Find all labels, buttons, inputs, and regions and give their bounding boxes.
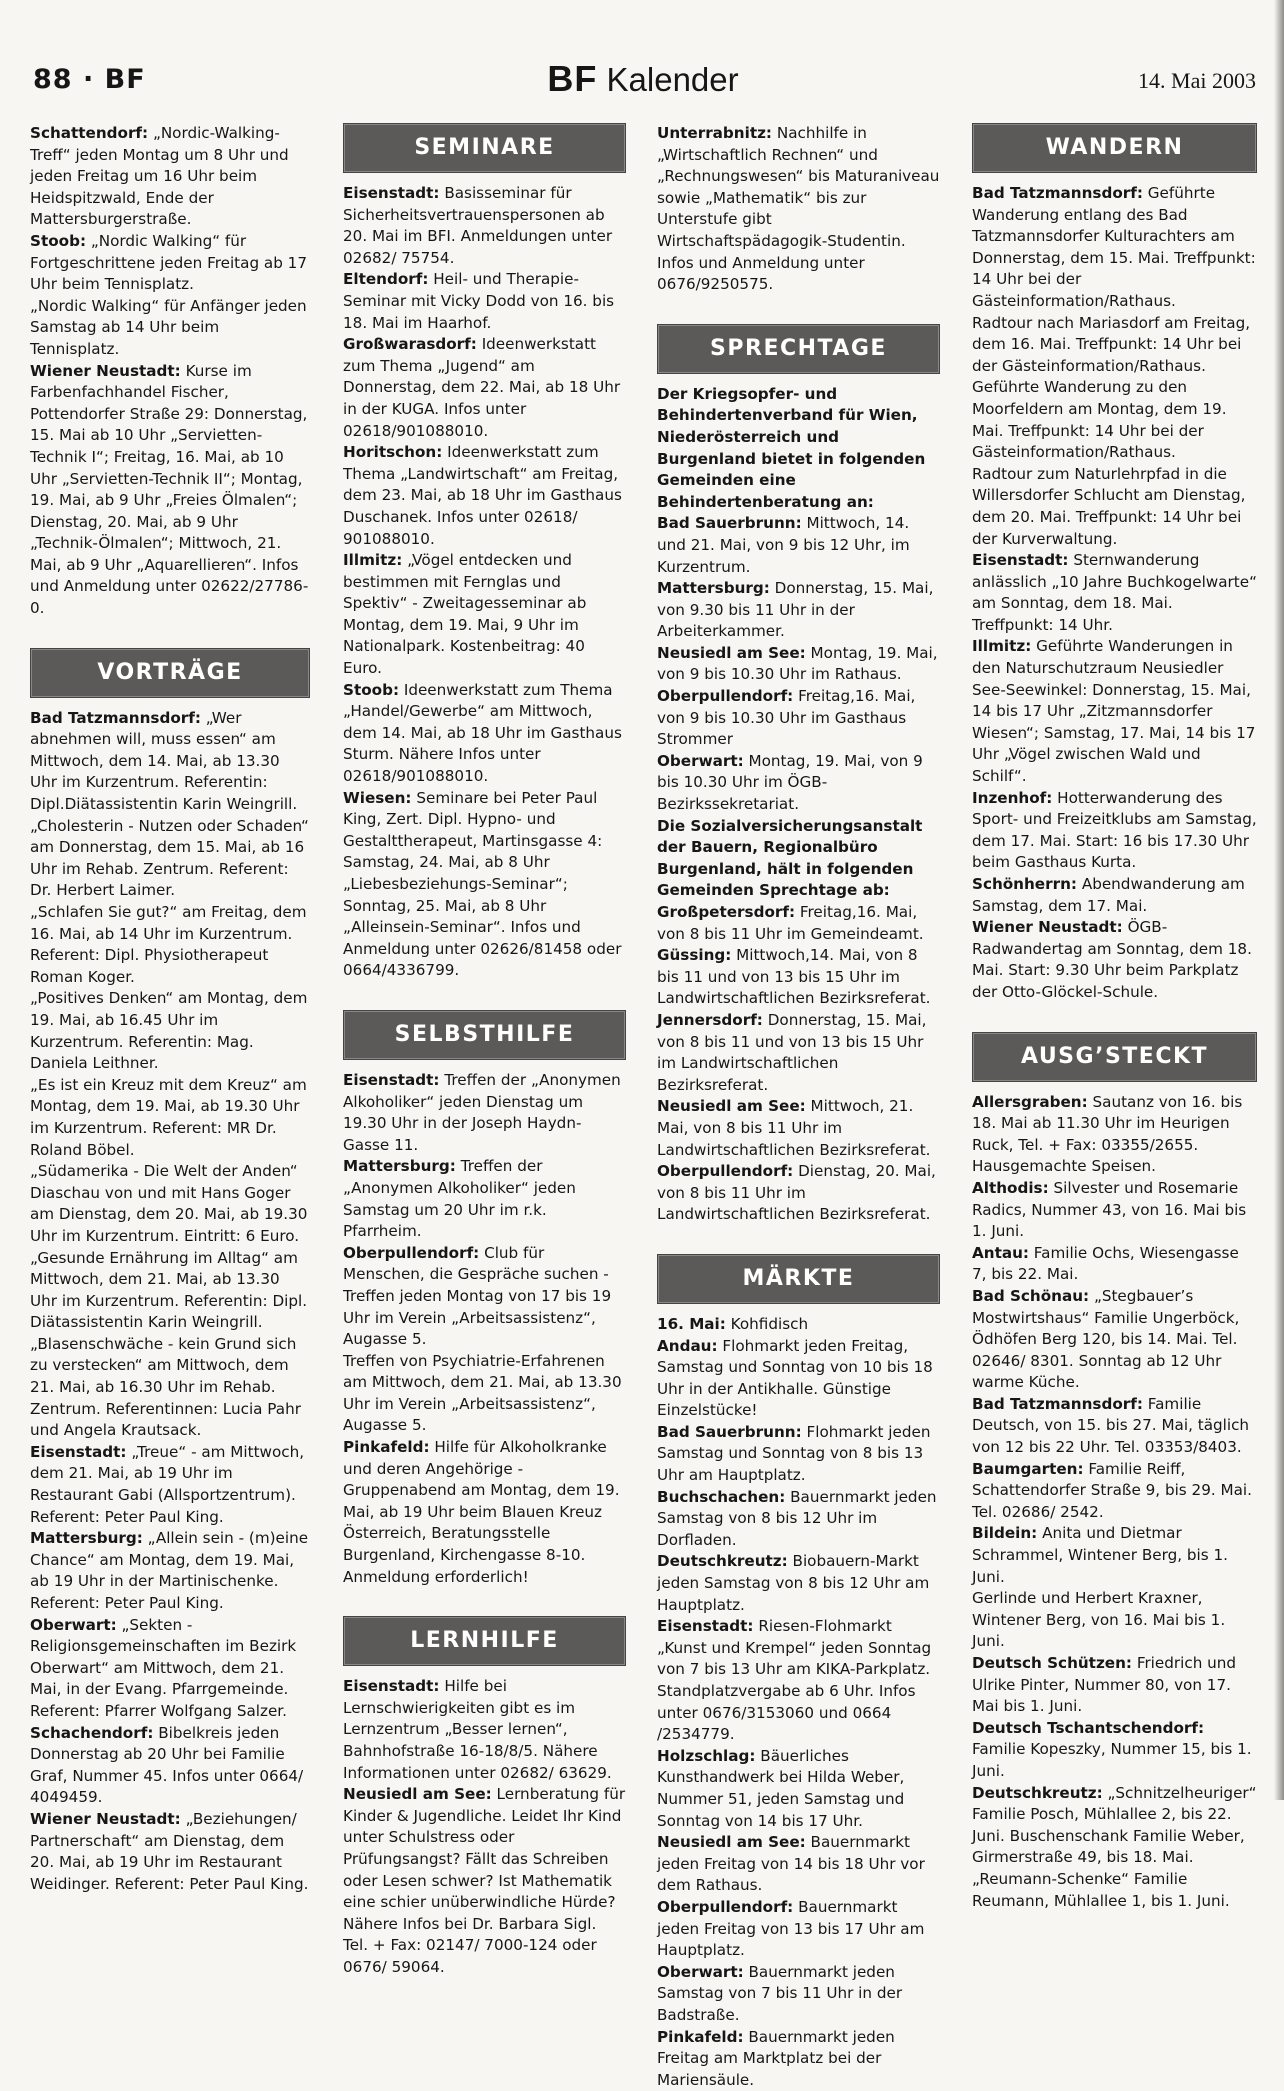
calendar-entry bbox=[30, 1334, 310, 1442]
calendar-entry bbox=[343, 1156, 626, 1242]
entry-text: Treffen von Psychiatrie-Erfahrenen am Mittwoch, dem 21. Mai, ab 13.30 Uhr im Verein „Arbeitsassistenz“, Augasse 5. bbox=[343, 1352, 622, 1435]
sprechtage-intro-2: Die Sozialversicherungsanstalt der Bauern, Regionalbüro Burgenland, hält in folgenden Gemeinden Sprechtage ab: bbox=[657, 816, 940, 902]
entry-place: Neusiedl am See: bbox=[657, 1833, 806, 1851]
entry-place: Großwarasdorf: bbox=[343, 335, 477, 353]
entry-text: Radtour zum Naturlehrpfad in die Willersdorfer Schlucht am Dienstag, dem 20. Mai. Treffpunkt: 14 Uhr bei der Kurverwaltung. bbox=[972, 465, 1245, 548]
entries-top bbox=[657, 123, 940, 296]
entry-text: Gerlinde und Herbert Kraxner, Wintener Berg, von 16. Mai bis 1. Juni. bbox=[972, 1589, 1225, 1650]
entry-text: „Wer abnehmen will, muss essen“ am Mittwoch, dem 14. Mai, ab 13.30 Uhr im Kurzentrum. Referentin: Dipl.Diätassistentin Karin Weingrill. bbox=[30, 709, 297, 813]
calendar-entry bbox=[972, 1459, 1257, 1524]
entry-text: Hilfe für Alkoholkranke und deren Angehörige - Gruppenabend am Montag, dem 19. Mai, ab 19 Uhr beim Blauen Kreuz Österreich, Beratungsstelle Burgenland, Kirchengasse 8-10. Anmeldung erforderlich! bbox=[343, 1438, 620, 1586]
entry-text: Nachhilfe in „Wirtschaftlich Rechnen“ und „Rechnungswesen“ bis Maturaniveau sowie „Mathematik“ bis zur Unterstufe gibt Wirtschaftspädagogik-Studentin. Infos und Anmeldung unter 0676/9250575. bbox=[657, 124, 939, 293]
calendar-entry bbox=[657, 578, 940, 643]
calendar-entry bbox=[972, 313, 1257, 378]
calendar-entry bbox=[30, 816, 310, 902]
entry-place: Unterrabnitz: bbox=[657, 124, 772, 142]
entry-text: Silvester und Rosemarie Radics, Nummer 43, von 16. Mai bis 1. Juni. bbox=[972, 1179, 1246, 1240]
entry-place: Oberwart: bbox=[657, 1963, 744, 1981]
entry-text: Familie Kopeszky, Nummer 15, bis 1. Juni. bbox=[972, 1740, 1252, 1780]
calendar-entry bbox=[30, 708, 310, 816]
entry-text: „Positives Denken“ am Montag, dem 19. Mai, ab 16.45 Uhr im Kurzentrum. Referentin: Mag. Daniela Leithner. bbox=[30, 989, 307, 1072]
ausgsteckt-list bbox=[972, 1092, 1257, 1913]
calendar-entry bbox=[972, 917, 1257, 1003]
entry-place: Mattersburg: bbox=[30, 1529, 143, 1547]
entry-place: Bad Tatzmannsdorf: bbox=[30, 709, 201, 727]
entry-text: Bibelkreis jeden Donnerstag ab 20 Uhr bei Familie Graf, Nummer 45. Infos unter 0664/ 4049459. bbox=[30, 1724, 303, 1807]
lernhilfe-list bbox=[343, 1676, 626, 1978]
entry-text: Kurse im Farbenfachhandel Fischer, Pottendorfer Straße 29: Donnerstag, 15. Mai ab 10 Uhr „Servietten-Technik I“; Freitag, 16. Mai, ab 10 Uhr „Servietten-Technik II“; Montag, 19. Mai, ab 9 Uhr „Freies Ölmalen“; Dienstag, 20. Mai, ab 9 Uhr „Technik-Ölmalen“; Mittwoch, 21. Mai, ab 9 Uhr „Aquarellieren“. Infos und Anmeldung unter 02622/27786-0. bbox=[30, 362, 308, 618]
entry-text: Geführte Wanderungen in den Naturschutzraum Neusiedler See-Seewinkel: Donnerstag, 15. Mai, 14 bis 17 Uhr „Zitzmannsdorfer Wiesen“; Samstag, 17. Mai, 14 bis 17 Uhr „Vögel zwischen Wald und Schilf“. bbox=[972, 637, 1255, 785]
entry-place: Neusiedl am See: bbox=[657, 1097, 806, 1115]
calendar-entry bbox=[972, 550, 1257, 636]
maerkte-list bbox=[657, 1314, 940, 2091]
page-number: 88 · BF bbox=[33, 64, 146, 95]
entry-text: „Nordic Walking“ für Anfänger jeden Samstag ab 14 Uhr beim Tennisplatz. bbox=[30, 297, 307, 358]
entry-place: Inzenhof: bbox=[972, 789, 1052, 807]
entry-place: Bad Tatzmannsdorf: bbox=[972, 184, 1143, 202]
calendar-entry bbox=[657, 1616, 940, 1746]
calendar-entry bbox=[972, 874, 1257, 917]
entry-place: Horitschon: bbox=[343, 443, 442, 461]
calendar-entry bbox=[30, 1723, 310, 1809]
section-heading-maerkte: MÄRKTE bbox=[657, 1254, 940, 1304]
calendar-entry bbox=[343, 442, 626, 550]
entry-place: Mattersburg: bbox=[657, 579, 770, 597]
entry-place: Deutsch Schützen: bbox=[972, 1654, 1132, 1672]
entry-place: Deutschkreutz: bbox=[657, 1552, 788, 1570]
entry-text: „Reumann-Schenke“ Familie Reumann, Mühlallee 1, bis 1. Juni. bbox=[972, 1870, 1230, 1910]
calendar-entry bbox=[972, 1588, 1257, 1653]
entry-place: Neusiedl am See: bbox=[343, 1785, 492, 1803]
entry-text: Mittwoch,14. Mai, von 8 bis 11 und von 13 bis 15 Uhr im Landwirtschaftlichen Bezirksreferat. bbox=[657, 946, 931, 1007]
entry-place: Jennersdorf: bbox=[657, 1011, 763, 1029]
entry-text: Bauernmarkt jeden Samstag von 8 bis 12 Uhr im Dorfladen. bbox=[657, 1488, 937, 1549]
entry-text: „Schnitzelheuriger“ Familie Posch, Mühlallee 2, bis 22. Juni. Buschenschank Familie Weber, Girmerstraße 49, bis 18. Mai. bbox=[972, 1784, 1257, 1867]
calendar-entry bbox=[343, 1070, 626, 1156]
calendar-entry bbox=[343, 788, 626, 982]
section-heading-lernhilfe: LERNHILFE bbox=[343, 1616, 626, 1666]
entry-text: „Cholesterin - Nutzen oder Schaden“ am Donnerstag, dem 15. Mai, ab 16 Uhr im Rehab. Zentrum. Referent: Dr. Herbert Laimer. bbox=[30, 817, 309, 900]
entry-place: Deutsch Tschantschendorf: bbox=[972, 1719, 1204, 1737]
calendar-entry bbox=[657, 1962, 940, 2027]
entry-place: Eisenstadt: bbox=[30, 1443, 127, 1461]
calendar-entry bbox=[657, 1336, 940, 1422]
entry-place: Andau: bbox=[657, 1337, 718, 1355]
entry-place: Bildein: bbox=[972, 1524, 1037, 1542]
entry-place: Oberpullendorf: bbox=[657, 1162, 793, 1180]
calendar-entry bbox=[972, 1286, 1257, 1394]
entry-text: Friedrich und Ulrike Pinter, Nummer 80, von 17. Mai bis 1. Juni. bbox=[972, 1654, 1236, 1715]
calendar-entry bbox=[343, 1243, 626, 1351]
entry-text: „Nordic-Walking-Treff“ jeden Montag um 8 Uhr und jeden Freitag um 16 Uhr beim Heidspitzwald, Ende der Mattersburgerstraße. bbox=[30, 124, 289, 228]
entry-text: Hotterwanderung des Sport- und Freizeitklubs am Samstag, dem 17. Mai. Start: 16 bis 17.30 Uhr beim Gasthaus Kurta. bbox=[972, 789, 1257, 872]
calendar-entry bbox=[30, 1075, 310, 1161]
issue-date: 14. Mai 2003 bbox=[1138, 68, 1256, 94]
calendar-entry bbox=[343, 1351, 626, 1437]
entry-place: Güssing: bbox=[657, 946, 731, 964]
entry-text: Treffen der „Anonymen Alkoholiker“ jeden Dienstag um 19.30 Uhr in der Joseph Haydn-Gasse 11. bbox=[343, 1071, 621, 1154]
entry-place: Eisenstadt: bbox=[343, 1071, 440, 1089]
entry-text: Anita und Dietmar Schrammel, Wintener Berg, bis 1. Juni. bbox=[972, 1524, 1228, 1585]
entry-place: Deutschkreutz: bbox=[972, 1784, 1103, 1802]
entry-place: Pinkafeld: bbox=[657, 2028, 744, 2046]
entry-place: Neusiedl am See: bbox=[657, 644, 806, 662]
entry-text: Seminare bei Peter Paul King, Zert. Dipl. Hypno- und Gestalttherapeut, Martinsgasse 4: Samstag, 24. Mai, ab 8 Uhr „Liebesbeziehungs-Seminar“; Sonntag, 25. Mai, ab 8 Uhr „Alleinsein-Seminar“. Infos und Anmeldung unter 02626/81458 oder 0664/4336799. bbox=[343, 789, 621, 980]
section-title: Kalender bbox=[607, 61, 739, 98]
entry-place: Allersgraben: bbox=[972, 1093, 1088, 1111]
entry-text: Montag, 19. Mai, von 9 bis 10.30 Uhr im ÖGB-Bezirkssekretariat. bbox=[657, 752, 923, 813]
entry-text: „Blasenschwäche - kein Grund sich zu verstecken“ am Mittwoch, dem 21. Mai, ab 16.30 Uhr im Rehab. Zentrum. Referentinnen: Lucia Pahr und Angela Krautsack. bbox=[30, 1335, 301, 1439]
entry-place: Oberpullendorf: bbox=[343, 1244, 479, 1262]
entry-text: Donnerstag, 15. Mai, von 8 bis 11 und von 13 bis 15 Uhr im Landwirtschaftlichen Bezirksreferat. bbox=[657, 1011, 926, 1094]
section-heading-selbsthilfe: SELBSTHILFE bbox=[343, 1010, 626, 1060]
calendar-entry bbox=[343, 1437, 626, 1588]
sprechtage-list-2 bbox=[657, 902, 940, 1226]
entry-text: Bauernmarkt jeden Freitag von 14 bis 18 Uhr vor dem Rathaus. bbox=[657, 1833, 925, 1894]
calendar-entry bbox=[657, 1832, 940, 1897]
calendar-entry bbox=[30, 1248, 310, 1334]
calendar-entry bbox=[343, 1784, 626, 1978]
entry-text: Geführte Wanderung entlang des Bad Tatzmannsdorfer Kulturachters am Donnerstag, dem 15. Mai. Treffpunkt: 14 Uhr bei der Gästeinformation/Rathaus. bbox=[972, 184, 1256, 310]
entry-text: Freitag,16. Mai, von 8 bis 11 Uhr im Gemeindeamt. bbox=[657, 903, 924, 943]
entry-text: Familie Deutsch, von 15. bis 27. Mai, täglich von 12 bis 22 Uhr. Tel. 03353/8403. bbox=[972, 1395, 1249, 1456]
entry-place: Eisenstadt: bbox=[343, 1677, 440, 1695]
entry-place: Eisenstadt: bbox=[657, 1617, 754, 1635]
section-heading-ausgsteckt: AUSG’STECKT bbox=[972, 1032, 1257, 1082]
calendar-entry bbox=[972, 1394, 1257, 1459]
column-4 bbox=[972, 123, 1257, 1912]
entry-place: Baumgarten: bbox=[972, 1460, 1084, 1478]
calendar-entry bbox=[657, 643, 940, 686]
calendar-entry bbox=[30, 902, 310, 988]
entry-text: Club für Menschen, die Gespräche suchen - Treffen jeden Montag von 17 bis 19 Uhr im Verein „Arbeitsassistenz“, Augasse 5. bbox=[343, 1244, 611, 1348]
entry-place: Schattendorf: bbox=[30, 124, 148, 142]
entry-place: Wiesen: bbox=[343, 789, 412, 807]
calendar-entry bbox=[972, 1783, 1257, 1869]
entry-place: Stoob: bbox=[343, 681, 399, 699]
entry-text: Kohfidisch bbox=[731, 1315, 808, 1333]
calendar-entry bbox=[657, 686, 940, 751]
calendar-entry bbox=[657, 1897, 940, 1962]
entry-text: „Allein sein - (m)eine Chance“ am Montag, dem 19. Mai, ab 19 Uhr in der Martinischenke. Referent: Peter Paul King. bbox=[30, 1529, 308, 1612]
entry-text: Mittwoch, 14. und 21. Mai, von 9 bis 12 Uhr, im Kurzentrum. bbox=[657, 514, 910, 575]
page-header bbox=[30, 56, 1256, 106]
calendar-entry bbox=[657, 902, 940, 945]
entry-text: Ideenwerkstatt zum Thema „Jugend“ am Donnerstag, dem 22. Mai, ab 18 Uhr in der KUGA. Infos unter 02618/901088010. bbox=[343, 335, 620, 439]
calendar-entry bbox=[343, 550, 626, 680]
calendar-entry bbox=[972, 1178, 1257, 1243]
calendar-entry bbox=[343, 269, 626, 334]
section-heading-seminare: SEMINARE bbox=[343, 123, 626, 173]
entry-place: Eltendorf: bbox=[343, 270, 428, 288]
calendar-entry bbox=[972, 1869, 1257, 1912]
calendar-entry bbox=[657, 1161, 940, 1226]
sprechtage-intro-1: Der Kriegsopfer- und Behindertenverband für Wien, Niederösterreich und Burgenland bietet in folgenden Gemeinden eine Behindertenberatung an: bbox=[657, 384, 940, 514]
calendar-entry bbox=[657, 1551, 940, 1616]
calendar-entry bbox=[657, 513, 940, 578]
entry-place: Illmitz: bbox=[343, 551, 402, 569]
section-heading-sprechtage: SPRECHTAGE bbox=[657, 324, 940, 374]
calendar-entry bbox=[30, 1615, 310, 1723]
entry-place: Großpetersdorf: bbox=[657, 903, 795, 921]
entry-text: Bäuerliches Kunsthandwerk bei Hilda Weber, Nummer 51, jeden Samstag und Sonntag von 14 bis 17 Uhr. bbox=[657, 1747, 904, 1830]
calendar-entry bbox=[343, 1676, 626, 1784]
entries-top bbox=[30, 123, 310, 620]
entry-text: „Stegbauer’s Mostwirtshaus“ Familie Ungerböck, Ödhöfen Berg 120, bis 14. Mai. Tel. 02646/ 8301. Sonntag ab 12 Uhr warme Küche. bbox=[972, 1287, 1239, 1391]
entry-text: Lernberatung für Kinder & Jugendliche. Leidet Ihr Kind unter Schulstress oder Prüfungsangst? Fällt das Schreiben oder Lesen schwer? Ist Mathematik eine schier unüberwindliche Hürde? Nähere Infos bei Dr. Barbara Sigl. Tel. + Fax: 02147/ 7000-124 oder 0676/ 59064. bbox=[343, 1785, 625, 1976]
calendar-entry bbox=[657, 751, 940, 816]
entry-text: Sternwanderung anlässlich „10 Jahre Buchkogelwarte“ am Sonntag, dem 18. Mai. Treffpunkt: 14 Uhr. bbox=[972, 551, 1257, 634]
column-3 bbox=[657, 123, 940, 2091]
calendar-entry bbox=[657, 1746, 940, 1832]
calendar-entry bbox=[972, 183, 1257, 313]
entry-text: Hilfe bei Lernschwierigkeiten gibt es im Lernzentrum „Besser lernen“, Bahnhofstraße 16-18/8/5. Nähere Informationen unter 02682/ 63629. bbox=[343, 1677, 612, 1781]
calendar-entry bbox=[657, 2027, 940, 2091]
entry-text: „Vögel entdecken und bestimmen mit Fernglas und Spektiv“ - Zweitagesseminar ab Montag, dem 19. Mai, 9 Uhr im Nationalpark. Kostenbeitrag: 40 Euro. bbox=[343, 551, 586, 677]
entry-place: Bad Tatzmannsdorf: bbox=[972, 1395, 1143, 1413]
page-fold-shadow bbox=[1274, 0, 1284, 1800]
calendar-entry bbox=[30, 123, 310, 231]
entry-text: Geführte Wanderung zu den Moorfeldern am Montag, dem 19. Mai. Treffpunkt: 14 Uhr bei der Gästeinformation/Rathaus. bbox=[972, 378, 1227, 461]
wandern-list bbox=[972, 183, 1257, 1004]
entry-place: Bad Schönau: bbox=[972, 1287, 1089, 1305]
entry-place: Pinkafeld: bbox=[343, 1438, 430, 1456]
calendar-entry bbox=[972, 1718, 1257, 1783]
entry-text: Familie Reiff, Schattendorfer Straße 9, bis 29. Mai. Tel. 02686/ 2542. bbox=[972, 1460, 1252, 1521]
entry-text: Abendwanderung am Samstag, dem 17. Mai. bbox=[972, 875, 1245, 915]
section-heading-vortraege: VORTRÄGE bbox=[30, 648, 310, 698]
calendar-entry bbox=[30, 1442, 310, 1528]
entry-text: „Es ist ein Kreuz mit dem Kreuz“ am Montag, dem 19. Mai, ab 19.30 Uhr im Kurzentrum. Referent: MR Dr. Roland Böbel. bbox=[30, 1076, 307, 1159]
calendar-entry bbox=[972, 636, 1257, 787]
entry-place: Buchschachen: bbox=[657, 1488, 785, 1506]
calendar-entry bbox=[30, 296, 310, 361]
calendar-entry bbox=[30, 1809, 310, 1895]
entry-place: Eisenstadt: bbox=[972, 551, 1069, 569]
entry-place: Althodis: bbox=[972, 1179, 1049, 1197]
entry-place: Antau: bbox=[972, 1244, 1029, 1262]
calendar-entry bbox=[657, 1314, 940, 1336]
entry-place: Wiener Neustadt: bbox=[30, 362, 181, 380]
calendar-entry bbox=[30, 988, 310, 1074]
entry-text: Freitag,16. Mai, von 9 bis 10.30 Uhr im Gasthaus Strommer bbox=[657, 687, 915, 748]
calendar-entry bbox=[972, 377, 1257, 463]
entry-text: Treffen der „Anonymen Alkoholiker“ jeden Samstag um 20 Uhr im r.k. Pfarrheim. bbox=[343, 1157, 576, 1240]
calendar-entry bbox=[972, 788, 1257, 874]
calendar-entry bbox=[30, 361, 310, 620]
entry-place: Holzschlag: bbox=[657, 1747, 755, 1765]
calendar-entry bbox=[657, 1096, 940, 1161]
column-1 bbox=[30, 123, 310, 1895]
calendar-entry bbox=[972, 1523, 1257, 1588]
entry-place: 16. Mai: bbox=[657, 1315, 726, 1333]
calendar-entry bbox=[343, 183, 626, 269]
entry-place: Schachendorf: bbox=[30, 1724, 153, 1742]
entry-place: Oberpullendorf: bbox=[657, 1898, 793, 1916]
entry-text: Familie Ochs, Wiesengasse 7, bis 22. Mai. bbox=[972, 1244, 1239, 1284]
entry-place: Stoob: bbox=[30, 232, 86, 250]
vortraege-list bbox=[30, 708, 310, 1896]
calendar-entry bbox=[657, 1010, 940, 1096]
column-2 bbox=[343, 123, 626, 1979]
calendar-entry bbox=[972, 1243, 1257, 1286]
page-title bbox=[30, 58, 1256, 100]
entry-place: Illmitz: bbox=[972, 637, 1031, 655]
entry-text: Biobauern-Markt jeden Samstag von 8 bis 12 Uhr am Hauptplatz. bbox=[657, 1552, 929, 1613]
sprechtage-list-1 bbox=[657, 513, 940, 815]
entry-text: „Schlafen Sie gut?“ am Freitag, dem 16. Mai, ab 14 Uhr im Kurzentrum. Referent: Dipl. Physiotherapeut Roman Koger. bbox=[30, 903, 307, 986]
calendar-entry bbox=[30, 231, 310, 296]
entry-text: Basisseminar für Sicherheitsvertrauenspersonen ab 20. Mai im BFI. Anmeldungen unter 02682/ 75754. bbox=[343, 184, 612, 267]
entry-place: Oberwart: bbox=[657, 752, 744, 770]
entry-place: Wiener Neustadt: bbox=[30, 1810, 181, 1828]
entry-text: Riesen-Flohmarkt „Kunst und Krempel“ jeden Sonntag von 7 bis 13 Uhr am KIKA-Parkplatz. Standplatzvergabe ab 6 Uhr. Infos unter 0676/3153060 und 0664 /2534779. bbox=[657, 1617, 931, 1743]
entry-text: Heil- und Therapie-Seminar mit Vicky Dodd von 16. bis 18. Mai im Haarhof. bbox=[343, 270, 614, 331]
entry-text: Flohmarkt jeden Samstag und Sonntag von 8 bis 13 Uhr am Hauptplatz. bbox=[657, 1423, 930, 1484]
calendar-entry bbox=[30, 1161, 310, 1247]
entry-text: „Sekten - Religionsgemeinschaften im Bezirk Oberwart“ am Mittwoch, dem 21. Mai, in der Evang. Pfarrgemeinde. Referent: Pfarrer Wolfgang Salzer. bbox=[30, 1616, 296, 1720]
entry-text: Ideenwerkstatt zum Thema „Handel/Gewerbe“ am Mittwoch, dem 14. Mai, ab 18 Uhr im Gasthaus Sturm. Nähere Infos unter 02618/901088010. bbox=[343, 681, 622, 785]
entry-text: Bauernmarkt jeden Freitag von 13 bis 17 Uhr am Hauptplatz. bbox=[657, 1898, 924, 1959]
entry-text: Montag, 19. Mai, von 9 bis 10.30 Uhr im Rathaus. bbox=[657, 644, 938, 684]
selbsthilfe-list bbox=[343, 1070, 626, 1588]
entry-place: Bad Sauerbrunn: bbox=[657, 514, 802, 532]
entry-text: Donnerstag, 15. Mai, von 9.30 bis 11 Uhr in der Arbeiterkammer. bbox=[657, 579, 933, 640]
entry-text: Ideenwerkstatt zum Thema „Landwirtschaft“ am Freitag, dem 23. Mai, ab 18 Uhr im Gasthaus Duschanek. Infos unter 02618/ 901088010. bbox=[343, 443, 622, 547]
brand-logo: BF bbox=[547, 58, 597, 99]
entry-place: Bad Sauerbrunn: bbox=[657, 1423, 802, 1441]
calendar-entry bbox=[972, 1092, 1257, 1178]
entry-text: „Beziehungen/ Partnerschaft“ am Dienstag, dem 20. Mai, ab 19 Uhr im Restaurant Weidinger. Referent: Peter Paul King. bbox=[30, 1810, 308, 1893]
calendar-entry bbox=[657, 123, 940, 296]
calendar-entry bbox=[972, 1653, 1257, 1718]
entry-text: „Gesunde Ernährung im Alltag“ am Mittwoch, dem 21. Mai, ab 13.30 Uhr im Kurzentrum. Referentin: Dipl. Diätassistentin Karin Weingrill. bbox=[30, 1249, 307, 1332]
calendar-entry bbox=[657, 945, 940, 1010]
entry-text: Flohmarkt jeden Freitag, Samstag und Sonntag von 10 bis 18 Uhr in der Antikhalle. Günstige Einzelstücke! bbox=[657, 1337, 933, 1420]
calendar-entry bbox=[343, 680, 626, 788]
calendar-entry bbox=[343, 334, 626, 442]
entry-place: Eisenstadt: bbox=[343, 184, 440, 202]
entry-text: Sautanz von 16. bis 18. Mai ab 11.30 Uhr im Heurigen Ruck, Tel. + Fax: 03355/2655. Hausgemachte Speisen. bbox=[972, 1093, 1242, 1176]
entry-text: Dienstag, 20. Mai, von 8 bis 11 Uhr im Landwirtschaftlichen Bezirksreferat. bbox=[657, 1162, 936, 1223]
entry-place: Schönherrn: bbox=[972, 875, 1077, 893]
calendar-entry bbox=[657, 1487, 940, 1552]
entry-text: „Südamerika - Die Welt der Anden“ Diaschau von und mit Hans Goger am Dienstag, dem 20. Mai, ab 19.30 Uhr im Kurzentrum. Eintritt: 6 Euro. bbox=[30, 1162, 307, 1245]
calendar-entry bbox=[657, 1422, 940, 1487]
entry-place: Mattersburg: bbox=[343, 1157, 456, 1175]
entry-text: „Nordic Walking“ für Fortgeschrittene jeden Freitag ab 17 Uhr beim Tennisplatz. bbox=[30, 232, 307, 293]
seminare-list bbox=[343, 183, 626, 982]
entry-place: Wiener Neustadt: bbox=[972, 918, 1123, 936]
entry-place: Oberwart: bbox=[30, 1616, 117, 1634]
entry-text: Bauernmarkt jeden Freitag am Marktplatz bei der Mariensäule. bbox=[657, 2028, 895, 2089]
calendar-entry bbox=[972, 464, 1257, 550]
entry-place: Oberpullendorf: bbox=[657, 687, 793, 705]
entry-text: Bauernmarkt jeden Samstag von 7 bis 11 Uhr in der Badstraße. bbox=[657, 1963, 902, 2024]
entry-text: Mittwoch, 21. Mai, von 8 bis 11 Uhr im Landwirtschaftlichen Bezirksreferat. bbox=[657, 1097, 931, 1158]
section-heading-wandern: WANDERN bbox=[972, 123, 1257, 173]
calendar-entry bbox=[30, 1528, 310, 1614]
entry-text: „Treue“ - am Mittwoch, dem 21. Mai, ab 19 Uhr im Restaurant Gabi (Allsportzentrum). Referent: Peter Paul King. bbox=[30, 1443, 304, 1526]
entry-text: Radtour nach Mariasdorf am Freitag, dem 16. Mai. Treffpunkt: 14 Uhr bei der Gästeinformation/Rathaus. bbox=[972, 314, 1250, 375]
entry-text: ÖGB-Radwandertag am Sonntag, dem 18. Mai. Start: 9.30 Uhr beim Parkplatz der Otto-Glöckel-Schule. bbox=[972, 918, 1252, 1001]
